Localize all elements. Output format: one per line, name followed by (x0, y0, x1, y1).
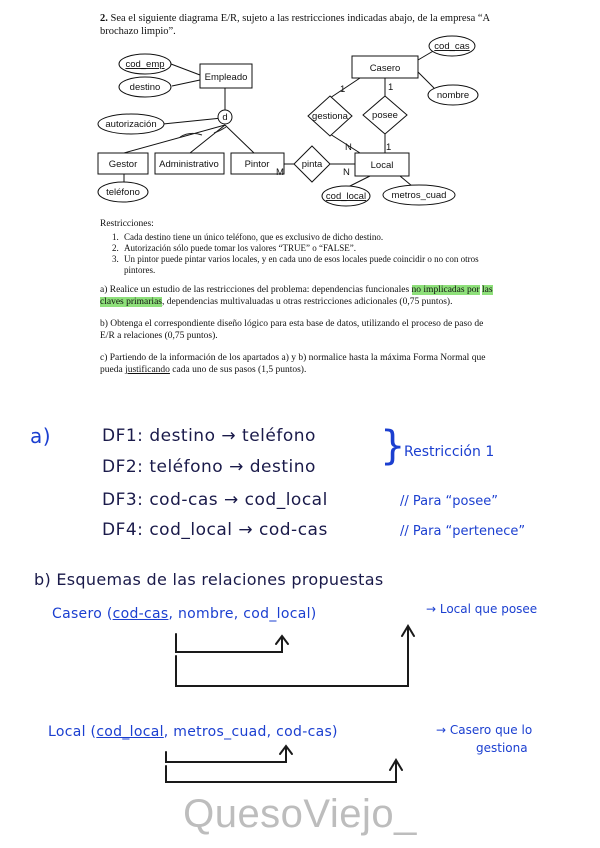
brace-icon: } (380, 423, 406, 469)
restriction-text: Autorización sólo puede tomar los valores “TRUE” o “FALSE”. (124, 243, 357, 253)
card-gestiona-local: N (345, 142, 352, 153)
note-gestiona: gestiona (476, 741, 528, 755)
highlight: las claves primarias (100, 285, 493, 307)
df2: DF2: teléfono → destino (102, 457, 316, 477)
highlight: no implicadas por (411, 285, 480, 295)
question-b: b) Obtenga el correspondiente diseño lógico para esta base de datos, utilizando el proceso de paso de E/R a relaciones (0,75 puntos). (100, 319, 484, 341)
note-pertenece: // Para “pertenece” (400, 524, 526, 539)
primary-key: cod-cas (112, 606, 169, 622)
entity-empleado-label: Empleado (204, 72, 248, 83)
card-posee-casero: 1 (388, 82, 394, 93)
entity-casero-label: Casero (369, 63, 401, 74)
attr-metros-cuad-label: metros_cuad (391, 190, 447, 201)
note-restriccion: Restricción 1 (404, 444, 495, 460)
df4: DF4: cod_local → cod-cas (102, 520, 328, 540)
relation-name: Casero ( (52, 606, 113, 622)
card-posee-local: 1 (386, 142, 392, 153)
restriction-text: Cada destino tiene un único teléfono, que es exclusivo de dicho destino. (124, 232, 384, 242)
entity-gestor-label: Gestor (108, 159, 138, 170)
note-posee: // Para “posee” (400, 494, 499, 509)
relation-attrs: , metros_cuad, cod-cas) (163, 724, 338, 740)
exercise-number: 2. (100, 13, 108, 24)
restriction-num: 2. (112, 243, 119, 253)
answer-b-heading: b) Esquemas de las relaciones propuestas (34, 570, 384, 589)
entity-administrativo-label: Administrativo (159, 159, 219, 170)
attr-cod-cas-label: cod_cas (434, 41, 470, 52)
restriction-num: 3. (112, 254, 119, 264)
note-casero-que-lo: → Casero que lo (436, 723, 533, 737)
note-local-que-posee: → Local que posee (426, 602, 538, 616)
arrow-casero-1 (176, 634, 282, 652)
rel-gestiona-label: gestiona (312, 111, 348, 122)
arrow-local-1 (166, 748, 286, 762)
attr-autorizacion-label: autorización (105, 119, 157, 130)
restriction-num: 1. (112, 232, 119, 242)
question-c-tail: cada uno de sus pasos (1,5 puntos). (169, 365, 307, 375)
attr-telefono-label: teléfono (106, 187, 140, 198)
question-a-tail: , dependencias multivaluadas u otras restricciones adicionales (0,75 puntos). (162, 297, 453, 307)
answer-a-label: a) (30, 424, 52, 448)
exercise-text: Sea el siguiente diagrama E/R, sujeto a las restricciones indicadas abajo, de la empresa “A brochazo limpio”. (100, 13, 490, 37)
watermark: QuesoViejo_ (183, 792, 417, 836)
entity-pintor-label: Pintor (244, 159, 270, 170)
rel-posee-label: posee (372, 110, 398, 121)
restrictions-heading: Restricciones: (100, 219, 154, 229)
df3: DF3: cod-cas → cod_local (102, 490, 328, 510)
specialization-label: d (222, 112, 228, 123)
arrow-casero-2 (176, 628, 408, 686)
arrow-local-2 (166, 762, 396, 782)
question-c-text: c) Partiendo de la información de los apartados a) y b) normalice hasta la máxima Forma Normal que pueda (100, 353, 486, 375)
card-pinta-pintor: M (276, 167, 284, 178)
attr-cod-emp-label: cod_emp (125, 59, 165, 70)
df1: DF1: destino → teléfono (102, 426, 316, 446)
relation-name: Local ( (48, 724, 97, 740)
restriction-text: Un pintor puede pintar varios locales, y en cada uno de esos locales puede coincidir o no con otros pintores. (124, 254, 479, 275)
card-pinta-local: N (343, 167, 350, 178)
relation-attrs: , nombre, cod_local) (168, 606, 317, 622)
primary-key: cod_local (96, 724, 164, 740)
rel-pinta-label: pinta (301, 159, 323, 170)
underlined-word: justificando (125, 365, 170, 375)
card-gestiona-casero: 1 (340, 84, 346, 95)
question-a-text: a) Realice un estudio de las restricciones del problema: dependencias funcionales (100, 285, 412, 295)
attr-destino-label: destino (129, 82, 161, 93)
attr-nombre-label: nombre (436, 90, 470, 101)
attr-cod-local-label: cod_local (325, 191, 367, 202)
entity-local-label: Local (370, 160, 394, 171)
